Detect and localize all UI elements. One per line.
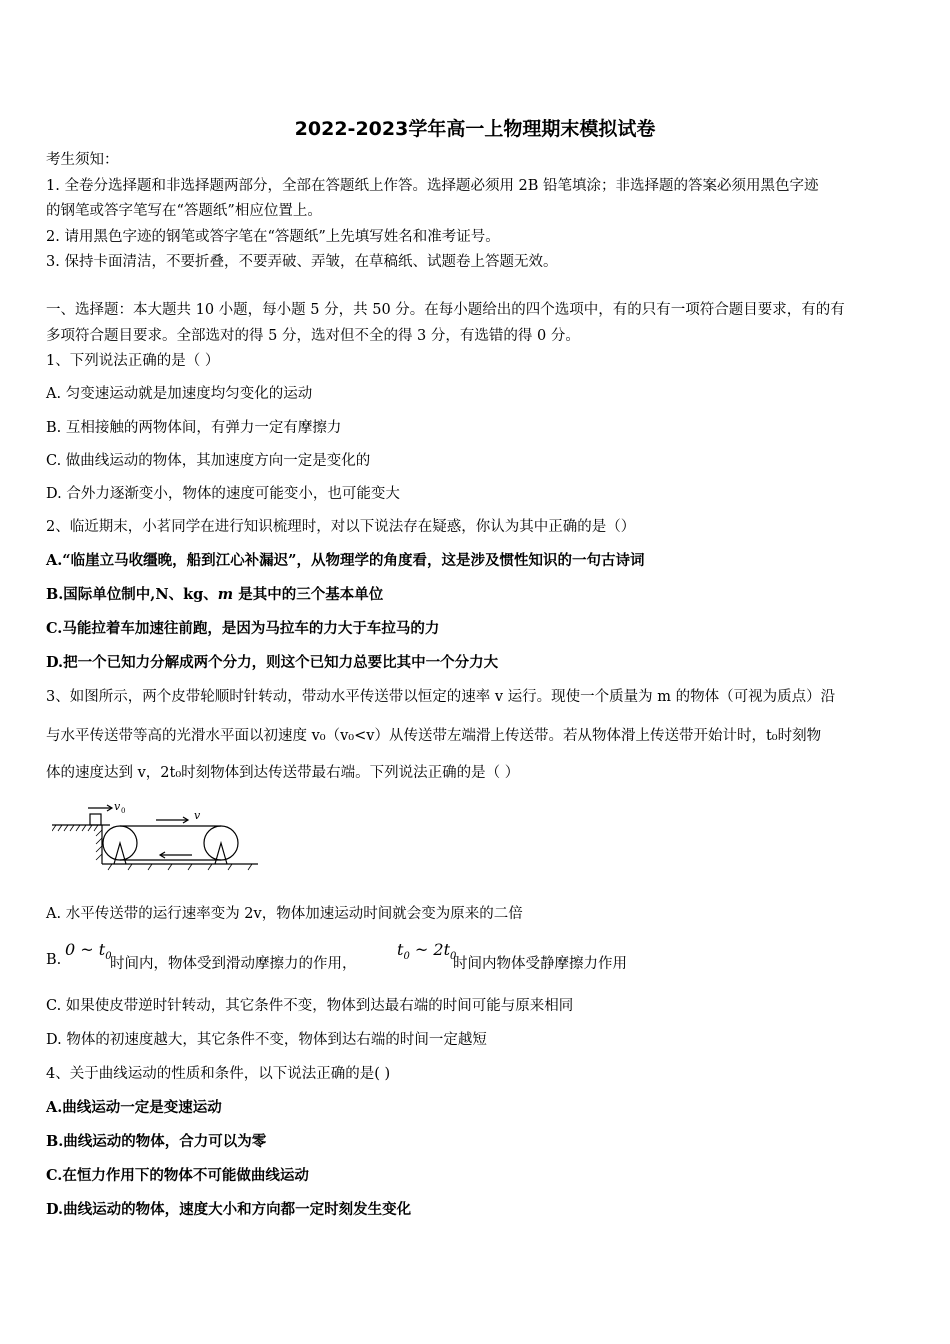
q3-option-b-label: B. bbox=[46, 952, 62, 968]
section-intro-2: 多项符合题目要求。全部选对的得 5 分，选对但不全的得 3 分，有选错的得 0 分。 bbox=[46, 328, 580, 344]
notice-item-1-cont: 的钢笔或答字笔写在“答题纸”相应位置上。 bbox=[46, 203, 322, 219]
q3-stem-2: 与水平传送带等高的光滑水平面以初速度 v₀（v₀<v）从传送带左端滑上传送带。若从物体滑上传送带开始计时，t₀时刻物 bbox=[46, 728, 822, 744]
q3-option-b-post: 时间内物体受静摩擦力作用 bbox=[453, 956, 627, 972]
q1-stem: 1、下列说法正确的是（ ） bbox=[46, 353, 220, 369]
section-intro-1: 一、选择题：本大题共 10 小题，每小题 5 分，共 50 分。在每小题给出的四个选项中，有的只有一项符合题目要求，有的有 bbox=[46, 302, 845, 318]
q3-option-b-math-2: $t_0$ ~ $2t_0$ bbox=[397, 940, 457, 963]
q4-stem: 4、关于曲线运动的性质和条件，以下说法正确的是( ) bbox=[46, 1066, 391, 1082]
q1-option-c: C. 做曲线运动的物体，其加速度方向一定是变化的 bbox=[46, 453, 371, 469]
q2-option-b: B.国际单位制中,N、kg、m 是其中的三个基本单位 bbox=[46, 586, 384, 603]
q3-option-d: D. 物体的初速度越大，其它条件不变，物体到达右端的时间一定越短 bbox=[46, 1032, 487, 1048]
q3-stem-1: 3、如图所示，两个皮带轮顺时针转动，带动水平传送带以恒定的速率 v 运行。现使一个质量为 m 的物体（可视为质点）沿 bbox=[46, 689, 836, 705]
page-title: 2022-2023学年高一上物理期末模拟试卷 bbox=[294, 118, 656, 140]
fig-label-v0-sub: 0 bbox=[121, 807, 126, 815]
q2-option-a: A.“临崖立马收缰晚，船到江心补漏迟”，从物理学的角度看，这是涉及惯性知识的一句古诗词 bbox=[46, 552, 645, 569]
q3-option-c: C. 如果使皮带逆时针转动，其它条件不变，物体到达最右端的时间可能与原来相同 bbox=[46, 998, 574, 1014]
q3-stem-3: 体的速度达到 v，2t₀时刻物体到达传送带最右端。下列说法正确的是（ ） bbox=[46, 765, 520, 781]
q3-option-b-mid: 时间内，物体受到滑动摩擦力的作用， bbox=[110, 956, 357, 972]
q4-option-d: D.曲线运动的物体，速度大小和方向都一定时刻发生变化 bbox=[46, 1201, 412, 1218]
q1-option-b: B. 互相接触的两物体间，有弹力一定有摩擦力 bbox=[46, 420, 342, 436]
q2-stem: 2、临近期末，小茗同学在进行知识梳理时，对以下说法存在疑惑，你认为其中正确的是（） bbox=[46, 519, 636, 535]
fig-label-v: v bbox=[194, 809, 201, 822]
notice-item-3: 3. 保持卡面清洁，不要折叠，不要弄破、弄皱，在草稿纸、试题卷上答题无效。 bbox=[46, 254, 558, 270]
fig-label-v0: v bbox=[114, 800, 121, 813]
notice-heading: 考生须知： bbox=[46, 152, 119, 168]
notice-item-2: 2. 请用黑色字迹的钢笔或答字笔在“答题纸”上先填写姓名和准考证号。 bbox=[46, 229, 500, 245]
q2-option-c: C.马能拉着车加速往前跑，是因为马拉车的力大于车拉马的力 bbox=[46, 620, 440, 637]
q4-option-c: C.在恒力作用下的物体不可能做曲线运动 bbox=[46, 1167, 309, 1184]
q3-option-a: A. 水平传送带的运行速率变为 2v，物体加速运动时间就会变为原来的二倍 bbox=[46, 906, 523, 922]
q3-option-b-math-1: 0 ~ $t_0$ bbox=[65, 940, 112, 963]
q2-option-d: D.把一个已知力分解成两个分力，则这个已知力总要比其中一个分力大 bbox=[46, 654, 499, 671]
q1-option-a: A. 匀变速运动就是加速度均匀变化的运动 bbox=[46, 386, 313, 402]
conveyor-belt-diagram bbox=[52, 800, 272, 872]
conveyor-belt-figure bbox=[52, 800, 272, 876]
q4-option-b: B.曲线运动的物体，合力可以为零 bbox=[46, 1133, 267, 1150]
q4-option-a: A.曲线运动一定是变速运动 bbox=[46, 1099, 222, 1116]
q1-option-d: D. 合外力逐渐变小，物体的速度可能变小，也可能变大 bbox=[46, 486, 400, 502]
notice-item-1: 1. 全卷分选择题和非选择题两部分，全部在答题纸上作答。选择题必须用 2B 铅笔填涂；非选择题的答案必须用黑色字迹 bbox=[46, 178, 819, 194]
